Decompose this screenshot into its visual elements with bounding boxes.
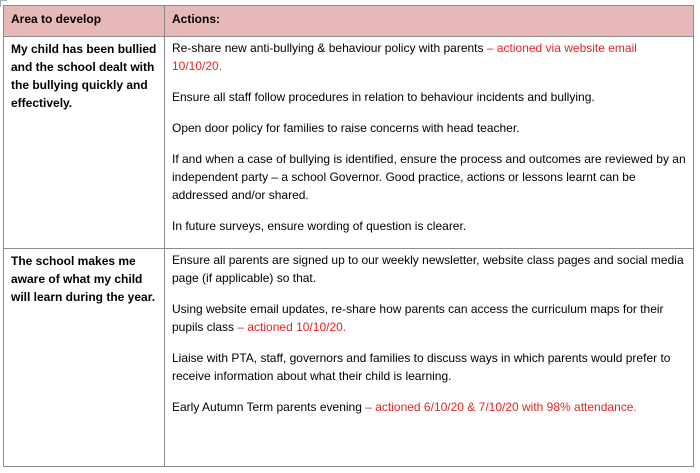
actions-cell bbox=[165, 37, 694, 249]
actions-column-header: Actions: bbox=[165, 6, 694, 37]
action-item bbox=[172, 398, 687, 416]
area-cell: My child has been bullied and the school dealt with the bullying quickly and effectively. bbox=[4, 37, 165, 249]
action-item bbox=[172, 88, 687, 106]
action-text: If and when a case of bullying is identified, ensure the process and outcomes are reviewed by an independent party – a school Governor. Good practice, actions or lessons learnt can be addressed and/or shared. bbox=[172, 152, 686, 202]
action-text: Using website email updates, re-share how parents can access the curriculum maps for their pupils class bbox=[172, 302, 664, 334]
action-text: Ensure all parents are signed up to our weekly newsletter, website class pages and social media page (if applicable) so that. bbox=[172, 253, 684, 285]
action-item bbox=[172, 150, 687, 204]
action-item bbox=[172, 300, 687, 336]
table-row bbox=[4, 249, 694, 467]
action-status: – actioned via website email 10/10/20. bbox=[172, 41, 637, 73]
action-text: Open door policy for families to raise concerns with head teacher. bbox=[172, 121, 520, 135]
action-item bbox=[172, 39, 687, 75]
action-item bbox=[172, 251, 687, 287]
area-column-header: Area to develop bbox=[4, 6, 165, 37]
actions-cell bbox=[165, 249, 694, 467]
action-status: – actioned 10/10/20. bbox=[237, 320, 347, 334]
action-text: Ensure all staff follow procedures in relation to behaviour incidents and bullying. bbox=[172, 90, 595, 104]
action-text: Early Autumn Term parents evening bbox=[172, 400, 366, 414]
action-text: Liaise with PTA, staff, governors and families to discuss ways in which parents would prefer to receive information about what their child is learning. bbox=[172, 351, 671, 383]
action-item bbox=[172, 119, 687, 137]
action-item bbox=[172, 217, 687, 235]
table-row bbox=[4, 37, 694, 249]
header-row bbox=[4, 6, 694, 37]
area-cell: The school makes me aware of what my child will learn during the year. bbox=[4, 249, 165, 467]
action-item bbox=[172, 349, 687, 385]
action-plan-table bbox=[3, 5, 694, 467]
action-status: – actioned 6/10/20 & 7/10/20 with 98% attendance. bbox=[365, 400, 637, 414]
action-text: In future surveys, ensure wording of question is clearer. bbox=[172, 219, 467, 233]
action-text: Re-share new anti-bullying & behaviour policy with parents bbox=[172, 41, 487, 55]
